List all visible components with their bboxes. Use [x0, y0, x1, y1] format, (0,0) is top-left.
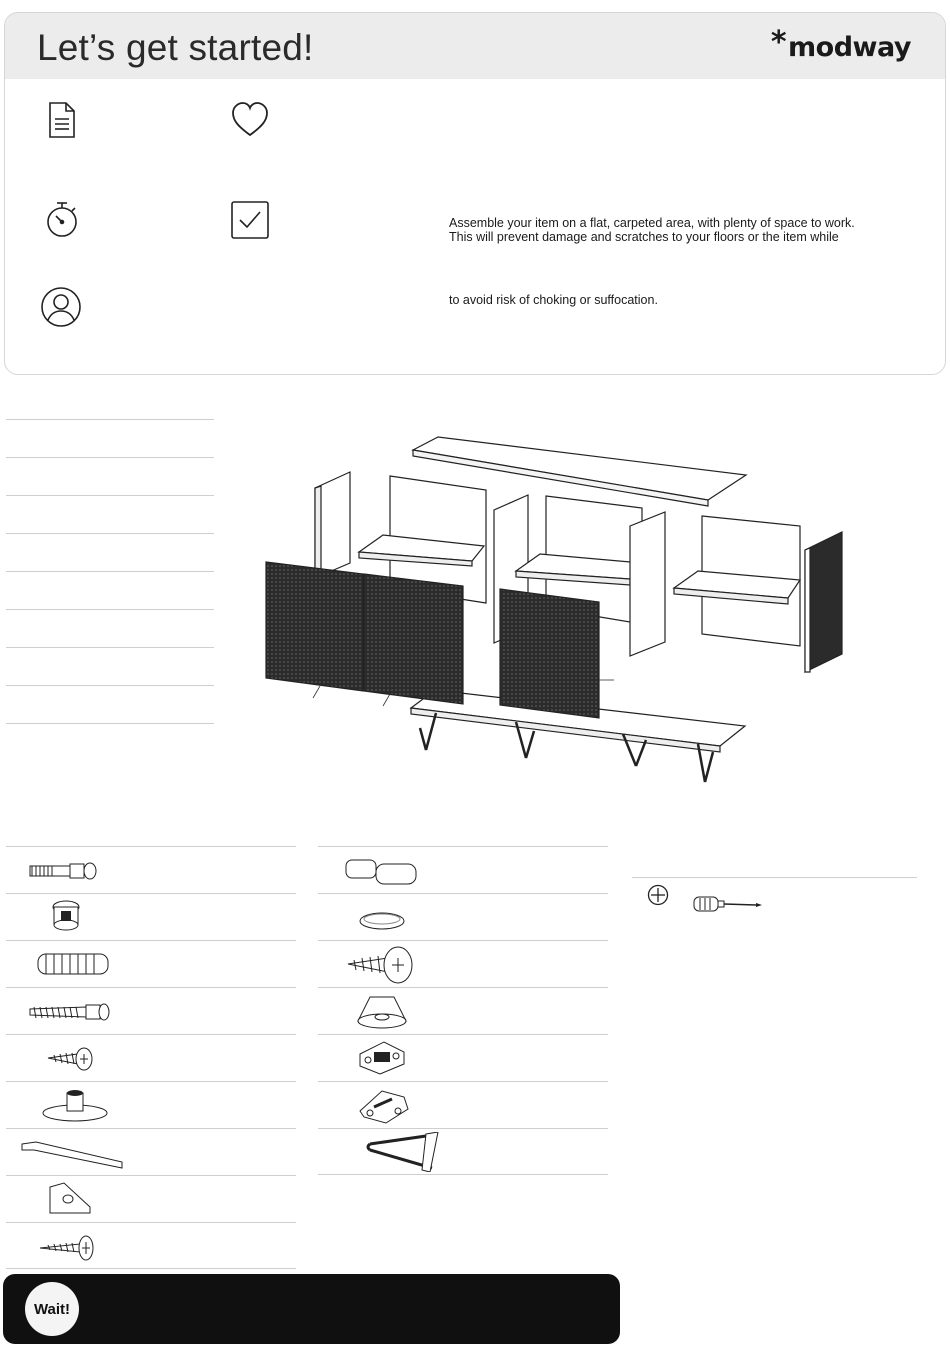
- hairpin-leg-icon: [364, 1132, 444, 1172]
- cam-bolt-icon: [26, 850, 106, 890]
- stopwatch-icon: [41, 199, 83, 241]
- wait-banner: [3, 1274, 620, 1344]
- hardware-list-left: [6, 846, 296, 1269]
- screwdriver-icon: [692, 895, 764, 915]
- brand-star: *: [770, 25, 787, 60]
- brand-logo: [770, 25, 911, 64]
- wait-badge: Wait!: [25, 1282, 79, 1336]
- l-bracket-icon: [44, 1179, 96, 1219]
- hardware-item: [6, 1034, 296, 1081]
- hardware-item: [6, 940, 296, 987]
- hardware-item: [318, 1128, 608, 1175]
- assemble-tip-line-1: Assemble your item on a flat, carpeted area, with plenty of space to work.: [449, 216, 855, 230]
- header-bar: [5, 13, 945, 79]
- exploded-assembly-diagram: [258, 428, 878, 788]
- hardware-item: [318, 1034, 608, 1081]
- felt-pad-icon: [354, 897, 410, 937]
- getting-started-card: [4, 12, 946, 375]
- door-hinge-plate-icon: [354, 1038, 410, 1078]
- heart-icon: [229, 99, 271, 141]
- choking-tip: to avoid risk of choking or suffocation.: [449, 293, 658, 307]
- panel-list-line: [6, 495, 214, 533]
- phillips-symbol-icon: [647, 884, 669, 906]
- long-screw-icon: [26, 991, 112, 1031]
- brand-name: modway: [788, 32, 911, 63]
- panel-list-line: [6, 723, 214, 724]
- hardware-item: [318, 846, 608, 893]
- wood-dowel-icon: [34, 944, 114, 984]
- panel-list-line: [6, 571, 214, 609]
- assemble-tip-line-2: This will prevent damage and scratches to your floors or the item while: [449, 230, 839, 244]
- mesh-door-left: [266, 562, 363, 691]
- panel-list-line: [6, 685, 214, 723]
- allen-key-icon: [18, 1132, 128, 1172]
- shelf-pin-icon: [342, 850, 422, 890]
- wood-screw-icon: [36, 1226, 96, 1266]
- panel-list-line: [6, 419, 214, 457]
- hardware-item: [6, 1128, 296, 1175]
- document-icon: [41, 99, 83, 141]
- divider-right: [630, 512, 665, 656]
- hardware-item: [318, 893, 608, 940]
- cam-lock-icon: [46, 897, 86, 937]
- user-icon: [39, 285, 83, 329]
- hardware-item: [6, 846, 296, 893]
- hardware-item: [6, 893, 296, 940]
- short-screw-icon: [44, 1038, 96, 1078]
- bumper-icon: [352, 991, 412, 1031]
- panel-list-line: [6, 647, 214, 685]
- page-title: Let’s get started!: [37, 27, 314, 68]
- large-screw-icon: [344, 944, 418, 984]
- hardware-item: [6, 1222, 296, 1269]
- assemble-tip: [449, 216, 909, 244]
- hardware-list-right: [318, 846, 608, 1175]
- hardware-item: [318, 940, 608, 987]
- checkbox-icon: [229, 199, 271, 241]
- panel-list-line: [6, 609, 214, 647]
- hardware-item: [6, 1081, 296, 1128]
- hardware-item: [6, 1175, 296, 1222]
- hardware-item: [318, 987, 608, 1034]
- hardware-item: [318, 1081, 608, 1128]
- panel-list: [6, 419, 214, 724]
- hardware-item: [6, 987, 296, 1034]
- panel-list-line: [6, 533, 214, 571]
- hinge-mount-icon: [356, 1085, 412, 1125]
- leveling-foot-icon: [40, 1085, 110, 1125]
- mesh-door-right: [500, 589, 599, 718]
- mesh-door-middle: [364, 574, 463, 704]
- tools-divider: [632, 877, 917, 878]
- panel-list-line: [6, 457, 214, 495]
